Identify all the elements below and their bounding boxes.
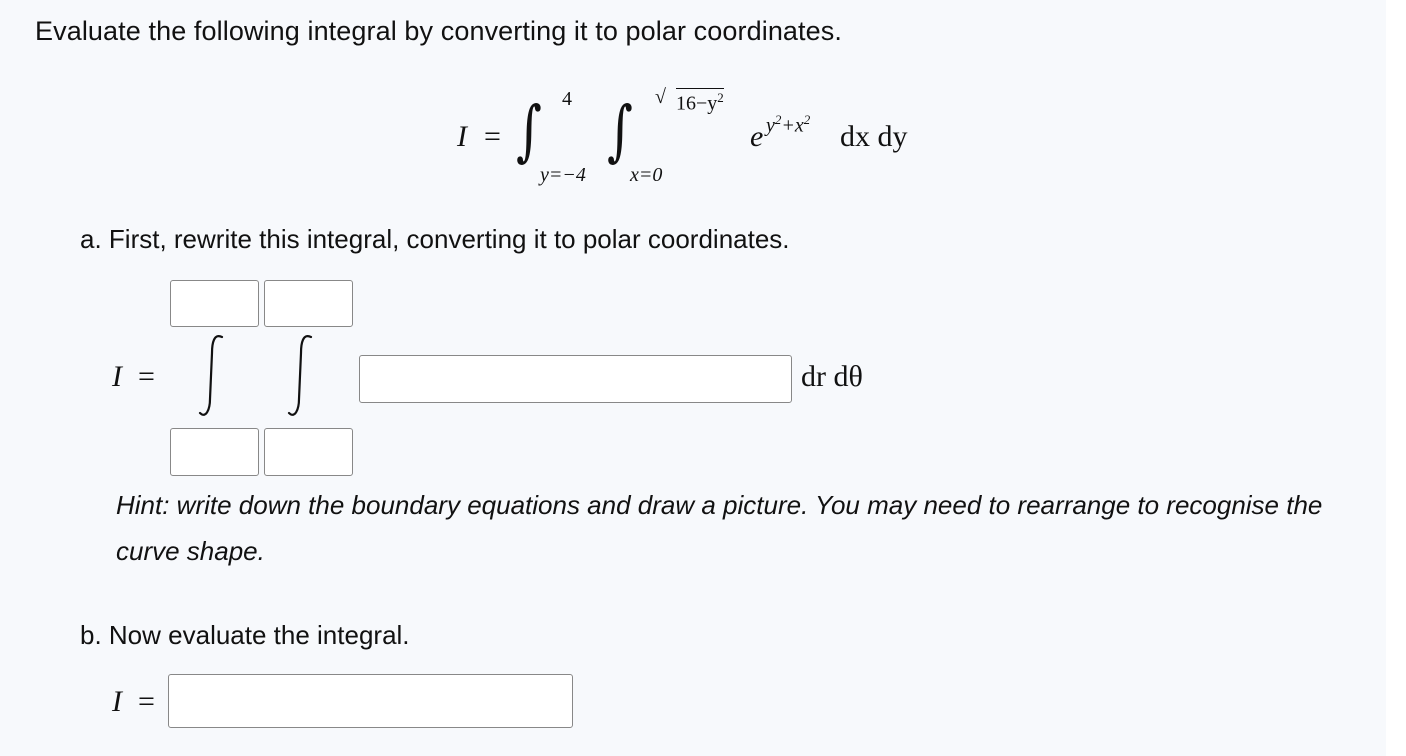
outer-integral-sign: ∫ bbox=[516, 92, 542, 169]
exponent-y-power: 2 bbox=[774, 112, 782, 127]
radicand-base: 16−y bbox=[676, 92, 718, 115]
part-b-lhs: I bbox=[112, 685, 122, 718]
given-differentials: dx dy bbox=[840, 120, 908, 153]
outer-lower-limit-input[interactable] bbox=[170, 428, 259, 476]
part-b-label: b. Now evaluate the integral. bbox=[80, 620, 410, 650]
integrand-input[interactable] bbox=[359, 355, 792, 403]
outer-integral-sign bbox=[198, 333, 228, 419]
part-a-equals: = bbox=[138, 360, 155, 393]
outer-upper-limit: 4 bbox=[562, 88, 572, 110]
radical-icon: √ bbox=[655, 86, 666, 108]
integrand-base: e bbox=[750, 120, 764, 153]
exponent-x-power: 2 bbox=[803, 112, 811, 127]
part-a-differentials: dr dθ bbox=[801, 360, 863, 393]
given-integral-equals: = bbox=[484, 120, 501, 153]
inner-upper-limit-input[interactable] bbox=[264, 280, 353, 327]
part-b-equals: = bbox=[138, 685, 155, 718]
inner-lower-limit-input[interactable] bbox=[264, 428, 353, 476]
final-answer-input[interactable] bbox=[168, 674, 573, 728]
exponent-y: y bbox=[766, 114, 775, 137]
radicand-exponent: 2 bbox=[717, 90, 724, 105]
inner-integral-sign bbox=[287, 333, 317, 419]
inner-upper-radicand bbox=[676, 88, 724, 116]
outer-lower-limit: y=−4 bbox=[540, 164, 586, 186]
exponent-plus-x: +x bbox=[781, 114, 804, 137]
question-prompt: Evaluate the following integral by converting it to polar coordinates. bbox=[35, 16, 842, 46]
given-integral-lhs: I bbox=[457, 120, 467, 153]
inner-lower-limit: x=0 bbox=[630, 164, 663, 186]
inner-integral-sign: ∫ bbox=[607, 92, 633, 169]
part-a-label: a. First, rewrite this integral, converting it to polar coordinates. bbox=[80, 224, 790, 254]
outer-upper-limit-input[interactable] bbox=[170, 280, 259, 327]
hint-text: Hint: write down the boundary equations and draw a picture. You may need to rearrange to recognise the curve shape. bbox=[116, 490, 1323, 566]
integrand-exponent bbox=[766, 112, 810, 138]
part-a-lhs: I bbox=[112, 360, 122, 393]
